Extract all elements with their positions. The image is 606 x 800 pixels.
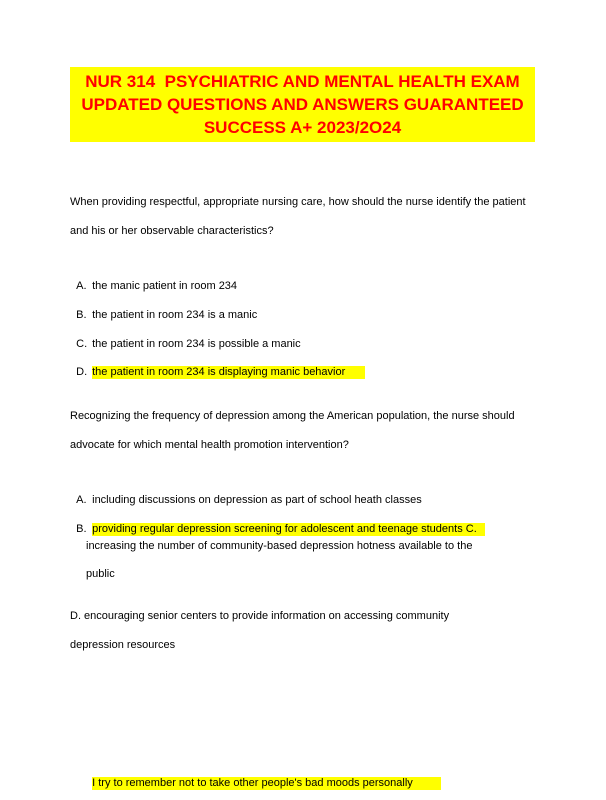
title-line-2: UPDATED QUESTIONS AND ANSWERS GUARANTEED [81, 95, 524, 114]
highlighted-answer: I try to remember not to take other people's bad moods personally [92, 777, 441, 790]
q2-option-d-line-1: D. encouraging senior centers to provide information on accessing community [70, 610, 450, 622]
option-letter: C. [76, 338, 88, 350]
option-letter: B. [76, 523, 87, 535]
option-text: the manic patient in room 234 [92, 280, 238, 292]
option-letter: A. [76, 494, 87, 506]
q2-option-d-line-2: depression resources [70, 639, 176, 651]
q2-option-a [70, 481, 422, 507]
option-letter: A. [76, 280, 87, 292]
q1-option-d [70, 353, 365, 379]
q2-option-c-line-2: public [86, 568, 115, 580]
q1-stem-line-1: When providing respectful, appropriate nursing care, how should the nurse identify the patient [70, 196, 526, 208]
q2-stem-line-2: advocate for which mental health promotion intervention? [70, 439, 349, 451]
q1-option-b [70, 296, 257, 322]
title-line-3: SUCCESS A+ 2023/2O24 [203, 118, 402, 137]
q2-option-c-line-1: increasing the number of community-based depression hotness available to the [86, 540, 473, 552]
q2-option-b [70, 510, 485, 536]
option-text: the patient in room 234 is a manic [92, 309, 258, 321]
option-text: including discussions on depression as part of school heath classes [92, 494, 422, 506]
q1-stem-line-2: and his or her observable characteristics? [70, 225, 274, 237]
q3-answer [86, 764, 441, 790]
q2-stem-line-1: Recognizing the frequency of depression among the American population, the nurse should [70, 410, 515, 422]
option-letter: D. [76, 366, 88, 378]
highlighted-answer: the patient in room 234 is displaying manic behavior [92, 366, 365, 379]
q1-option-c [70, 325, 301, 351]
option-text: the patient in room 234 is possible a manic [92, 338, 301, 350]
option-letter: B. [76, 309, 87, 321]
document-title [70, 67, 535, 142]
highlighted-answer: providing regular depression screening for adolescent and teenage students C. [92, 523, 485, 536]
q1-option-a [70, 267, 237, 293]
title-line-1: NUR 314 PSYCHIATRIC AND MENTAL HEALTH EXAM [85, 72, 520, 91]
